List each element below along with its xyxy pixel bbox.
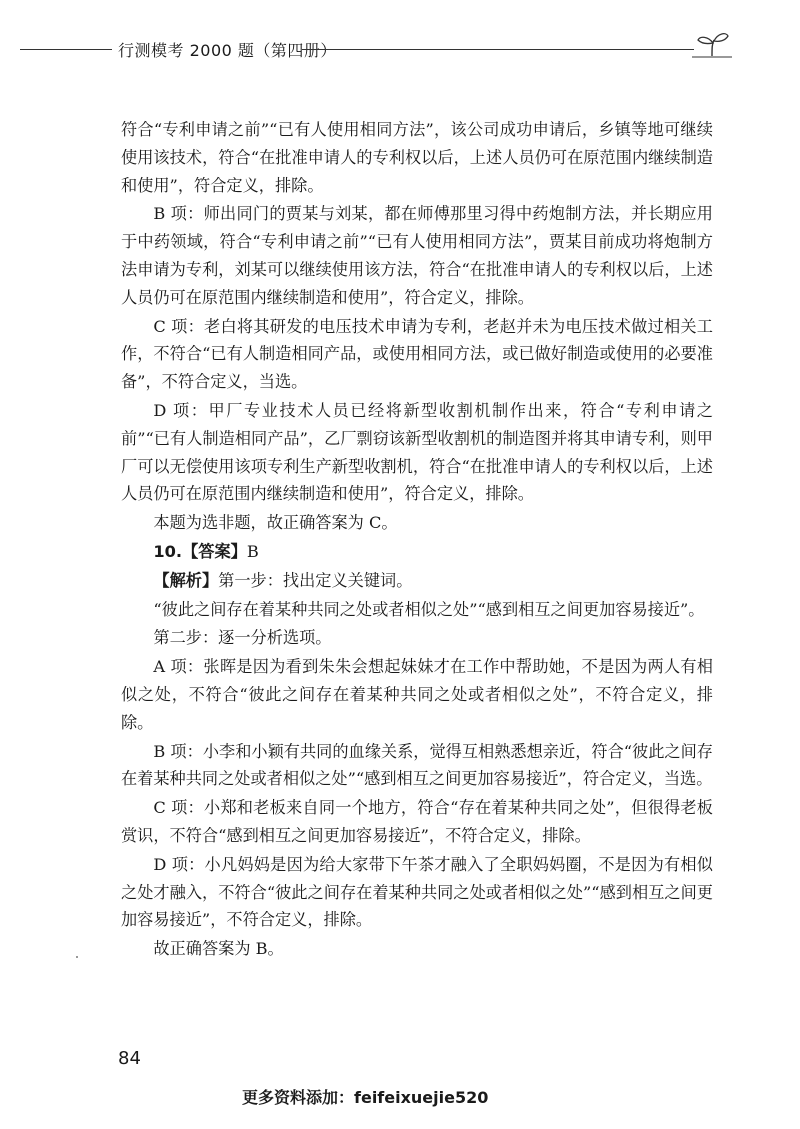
paragraph — [121, 794, 713, 850]
paragraph — [121, 116, 713, 199]
header-rule-left — [20, 49, 112, 50]
paragraph-text: B — [246, 541, 259, 561]
running-header — [20, 36, 740, 64]
paragraph — [121, 935, 713, 963]
paragraph — [121, 738, 713, 794]
paragraph-text: 符合“专利申请之前”“已有人使用相同方法”，该公司成功申请后，乡镇等地可继续使用该技术，符合“在批准申请人的专利权以后，上述人员仍可在原范围内继续制造和使用”，符合定义，排除。 — [121, 120, 713, 195]
paragraph — [121, 653, 713, 736]
paragraph — [121, 624, 713, 652]
paragraph — [121, 851, 713, 934]
paragraph-text: D 项：小凡妈妈是因为给大家带下午茶才融入了全职妈妈圈，不是因为有相似之处才融入，不符合“彼此之间存在着某种共同之处或者相似之处”“感到相互之间更加容易接近”，不符合定义，排除。 — [121, 854, 713, 930]
paragraph — [121, 509, 713, 537]
book-title: 行测模考 2000 题（第四册） — [118, 41, 337, 60]
paragraph-text: B 项：小李和小颖有共同的血缘关系，觉得互相熟悉想亲近，符合“彼此之间存在着某种共同之处或者相似之处”“感到相互之间更加容易接近”，符合定义，当选。 — [121, 741, 713, 789]
paragraph — [121, 313, 713, 396]
paragraph-text: D 项：甲厂专业技术人员已经将新型收割机制作出来，符合“专利申请之前”“已有人制造相同产品”，乙厂剽窃该新型收割机的制造图并将其申请专利，则甲厂可以无偿使用该项专利生产新型收割机，符合“在批准申请人的专利权以后，上述人员仍可在原范围内继续制造和使用”，符合定义，排除。 — [121, 400, 713, 504]
sprout-icon — [692, 30, 732, 60]
main-text — [121, 116, 713, 964]
paragraph — [121, 200, 713, 311]
paragraph-text: 本题为选非题，故正确答案为 C。 — [153, 513, 398, 533]
paragraph-text: 第一步：找出定义关键词。 — [218, 570, 413, 590]
paragraph — [121, 596, 713, 624]
page-number: 84 — [118, 1048, 141, 1069]
bold-label: 10.【答案】 — [153, 541, 247, 561]
paragraph-text: A 项：张晖是因为看到朱朱会想起妹妹才在工作中帮助她，不是因为两人有相似之处，不符合“彼此之间存在着某种共同之处或者相似之处”，不符合定义，排除。 — [121, 657, 713, 732]
paragraph-text: “彼此之间存在着某种共同之处或者相似之处”“感到相互之间更加容易接近”。 — [153, 599, 705, 619]
paragraph-text: 第二步：逐一分析选项。 — [153, 628, 332, 648]
scan-speck — [76, 956, 78, 958]
paragraph — [121, 397, 713, 508]
header-rule-right — [302, 49, 694, 50]
footer-note: 更多资料添加：feifeixuejie520 — [242, 1088, 489, 1107]
paragraph-text: 故正确答案为 B。 — [153, 939, 284, 959]
paragraph-text: B 项：师出同门的贾某与刘某，都在师傅那里习得中药炮制方法，并长期应用于中药领域，符合“专利申请之前”“已有人使用相同方法”，贾某目前成功将炮制方法申请为专利，刘某可以继续使用该方法，符合“在批准申请人的专利权以后，上述人员仍可在原范围内继续制造和使用”，符合定义，排除。 — [121, 204, 713, 307]
paragraph-text: C 项：老白将其研发的电压技术申请为专利，老赵并未为电压技术做过相关工作，不符合“已有人制造相同产品，或使用相同方法，或已做好制造或使用的必要准备”，不符合定义，当选。 — [121, 316, 713, 392]
bold-label: 【解析】 — [153, 570, 219, 590]
paragraph — [121, 538, 713, 566]
paragraph-text: C 项：小郑和老板来自同一个地方，符合“存在着某种共同之处”，但很得老板赏识，不符合“感到相互之间更加容易接近”，不符合定义，排除。 — [121, 798, 713, 845]
paragraph — [121, 567, 713, 595]
